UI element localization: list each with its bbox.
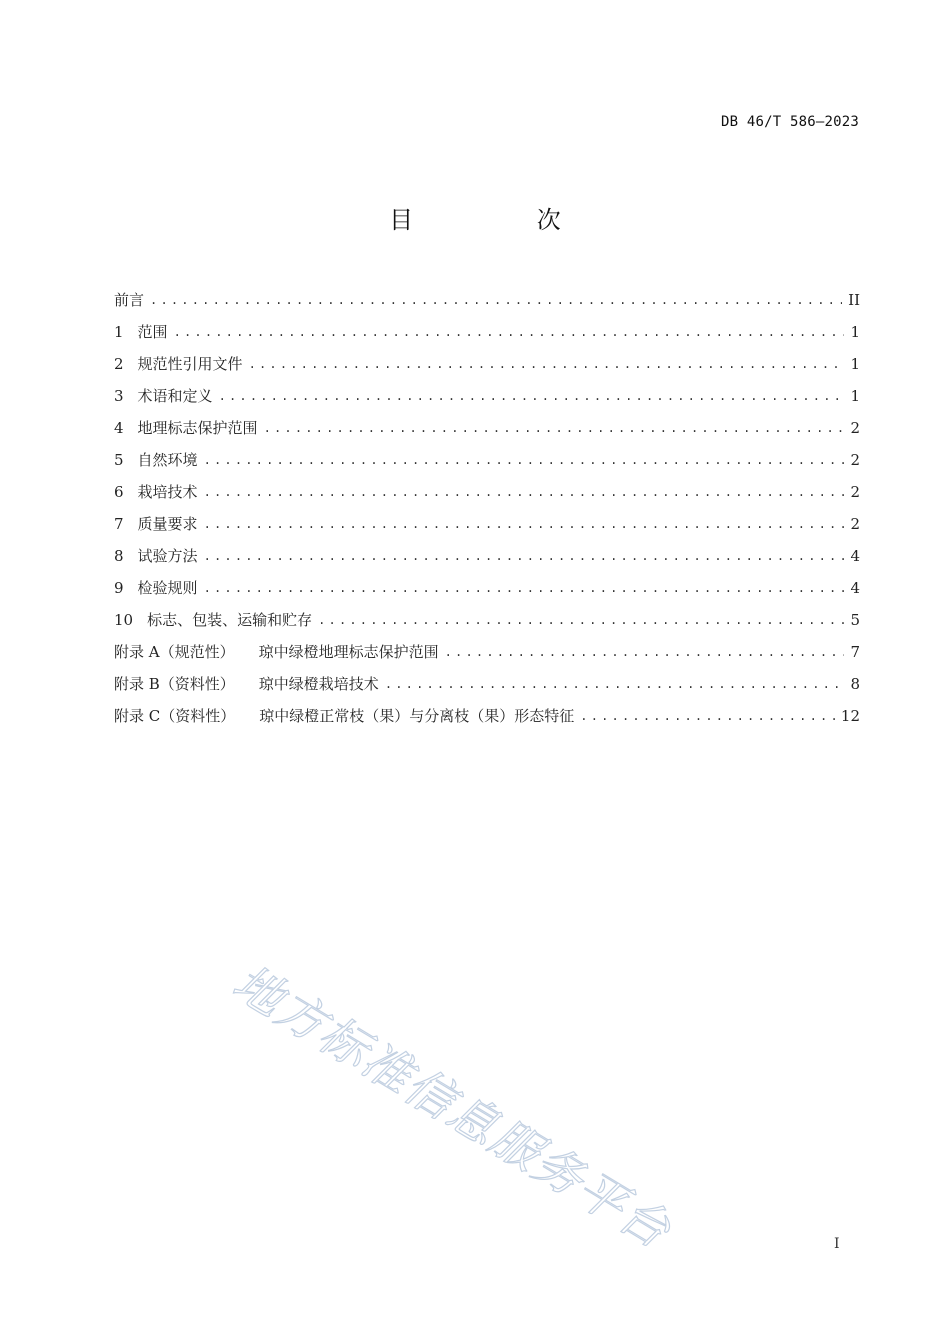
toc-entry-label: 规范性引用文件 [137, 355, 243, 373]
document-code: DB 46/T 586—2023 [720, 114, 859, 130]
toc-entry-page: 1 [850, 355, 860, 373]
toc-entry-1[interactable] [114, 316, 860, 348]
toc-entry-number: 1 [114, 323, 124, 341]
toc-entry-9[interactable] [114, 572, 860, 604]
toc-entry-page: 12 [840, 707, 860, 725]
toc-entry-number: 6 [114, 483, 124, 501]
toc-entry-page: 1 [850, 387, 860, 405]
toc-entry-number: 5 [114, 451, 124, 469]
watermark-text: 地方标准信息服务平台 [223, 954, 681, 1260]
toc-leader-dots [204, 476, 845, 508]
toc-leader-dots [264, 412, 845, 444]
toc-title: 目 次 [389, 206, 619, 234]
toc-annex-designation: 附录 B（资料性） [114, 675, 235, 693]
toc-entry-page: 7 [850, 643, 860, 661]
toc-leader-dots [204, 508, 845, 540]
table-of-contents [114, 284, 860, 732]
toc-entry-label: 琼中绿橙地理标志保护范围 [258, 643, 439, 661]
toc-entry-foreword[interactable] [114, 284, 860, 316]
toc-entry-number: 10 [114, 611, 134, 629]
toc-entry-annex-a[interactable] [114, 636, 860, 668]
toc-entry-page: 8 [850, 675, 860, 693]
toc-annex-designation: 附录 A（规范性） [114, 643, 235, 661]
toc-entry-label: 范围 [137, 323, 168, 341]
toc-entry-number: 4 [114, 419, 124, 437]
toc-entry-page: 2 [850, 419, 860, 437]
toc-leader-dots [318, 604, 844, 636]
toc-leader-dots [219, 380, 845, 412]
toc-annex-designation: 附录 C（资料性） [114, 707, 236, 725]
toc-entry-label: 自然环境 [137, 451, 198, 469]
toc-entry-page: II [848, 291, 860, 309]
toc-leader-dots [580, 700, 835, 732]
toc-entry-label: 琼中绿橙正常枝（果）与分离枝（果）形态特征 [259, 707, 575, 725]
toc-entry-label: 栽培技术 [137, 483, 198, 501]
toc-entry-page: 1 [850, 323, 860, 341]
toc-entry-label: 术语和定义 [137, 387, 213, 405]
toc-entry-number: 2 [114, 355, 124, 373]
toc-leader-dots [174, 316, 845, 348]
toc-leader-dots [385, 668, 845, 700]
toc-entry-annex-c[interactable] [114, 700, 860, 732]
toc-entry-number: 9 [114, 579, 124, 597]
toc-leader-dots [204, 572, 845, 604]
toc-entry-6[interactable] [114, 476, 860, 508]
toc-entry-label: 地理标志保护范围 [137, 419, 258, 437]
toc-entry-page: 4 [850, 547, 860, 565]
toc-entry-page: 2 [850, 515, 860, 533]
toc-entry-7[interactable] [114, 508, 860, 540]
toc-entry-number: 7 [114, 515, 124, 533]
toc-entry-label: 检验规则 [137, 579, 198, 597]
toc-leader-dots [204, 444, 845, 476]
toc-entry-page: 2 [850, 451, 860, 469]
toc-entry-5[interactable] [114, 444, 860, 476]
toc-entry-label: 试验方法 [137, 547, 198, 565]
toc-entry-4[interactable] [114, 412, 860, 444]
toc-entry-2[interactable] [114, 348, 860, 380]
toc-entry-annex-b[interactable] [114, 668, 860, 700]
toc-entry-label: 质量要求 [137, 515, 198, 533]
toc-leader-dots [445, 636, 845, 668]
toc-entry-8[interactable] [114, 540, 860, 572]
toc-entry-label: 前言 [114, 291, 145, 309]
toc-entry-label: 琼中绿橙栽培技术 [258, 675, 379, 693]
toc-leader-dots [150, 284, 842, 316]
toc-leader-dots [249, 348, 845, 380]
toc-leader-dots [204, 540, 845, 572]
toc-entry-10[interactable] [114, 604, 860, 636]
toc-entry-3[interactable] [114, 380, 860, 412]
toc-entry-page: 5 [850, 611, 860, 629]
page-number: I [834, 1236, 840, 1252]
toc-entry-number: 3 [114, 387, 124, 405]
toc-entry-number: 8 [114, 547, 124, 565]
toc-entry-page: 4 [850, 579, 860, 597]
toc-entry-label: 标志、包装、运输和贮存 [147, 611, 313, 629]
toc-entry-page: 2 [850, 483, 860, 501]
